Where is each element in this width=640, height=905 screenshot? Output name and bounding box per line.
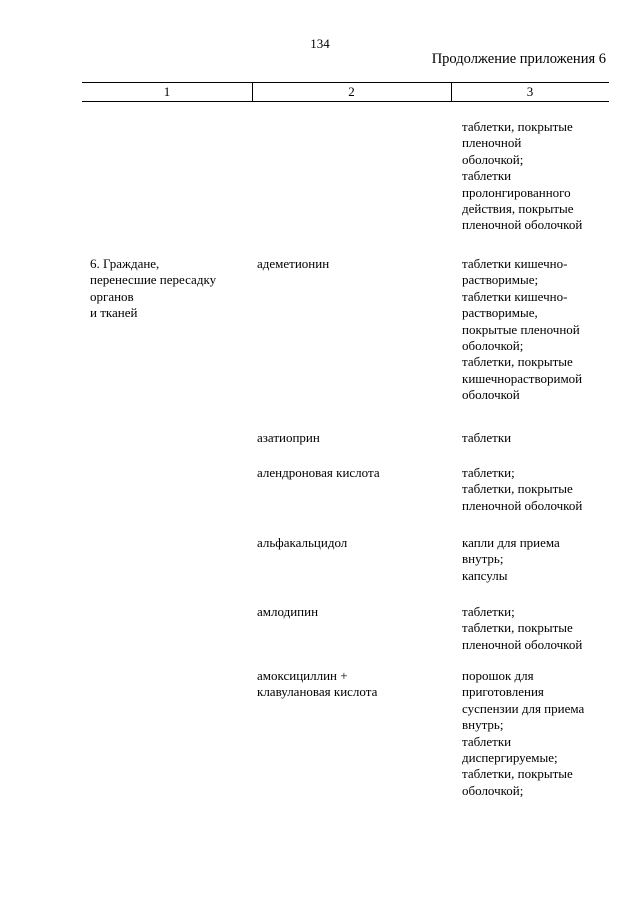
column-number-3: 3	[526, 84, 534, 99]
column-number-1: 1	[163, 84, 171, 99]
patient-category: 6. Граждане, перенесшие пересадку органов и тканей	[90, 256, 217, 321]
drug-name: адеметионин	[257, 256, 330, 271]
continued-dosage-forms: таблетки, покрытые пленочной оболочкой; таблетки пролонгированного действия, покрытые пленочной оболочкой	[462, 119, 583, 233]
drug-name: алендроновая кислота	[257, 465, 380, 480]
drug-name: амоксициллин + клавулановая кислота	[257, 668, 378, 700]
dosage-forms: порошок для приготовления суспензии для приема внутрь; таблетки диспергируемые; таблетки, покрытые оболочкой;	[462, 668, 585, 798]
drug-name: альфакальцидол	[257, 535, 348, 550]
page-number: 134	[310, 36, 330, 51]
drug-name: амлодипин	[257, 604, 319, 619]
dosage-forms: таблетки; таблетки, покрытые пленочной оболочкой	[462, 604, 583, 652]
table-header-bottom-rule	[82, 101, 609, 102]
dosage-forms: таблетки	[462, 430, 512, 445]
appendix-continuation-title: Продолжение приложения 6	[431, 51, 606, 67]
dosage-forms: таблетки кишечно- растворимые; таблетки кишечно- растворимые, покрытые пленочной оболочкой; таблетки, покрытые кишечнорастворимой оболочкой	[462, 256, 583, 403]
column-number-2: 2	[348, 84, 355, 99]
drug-name: азатиоприн	[257, 430, 320, 445]
dosage-forms: капли для приема внутрь; капсулы	[462, 535, 560, 583]
dosage-forms: таблетки; таблетки, покрытые пленочной оболочкой	[462, 465, 583, 513]
